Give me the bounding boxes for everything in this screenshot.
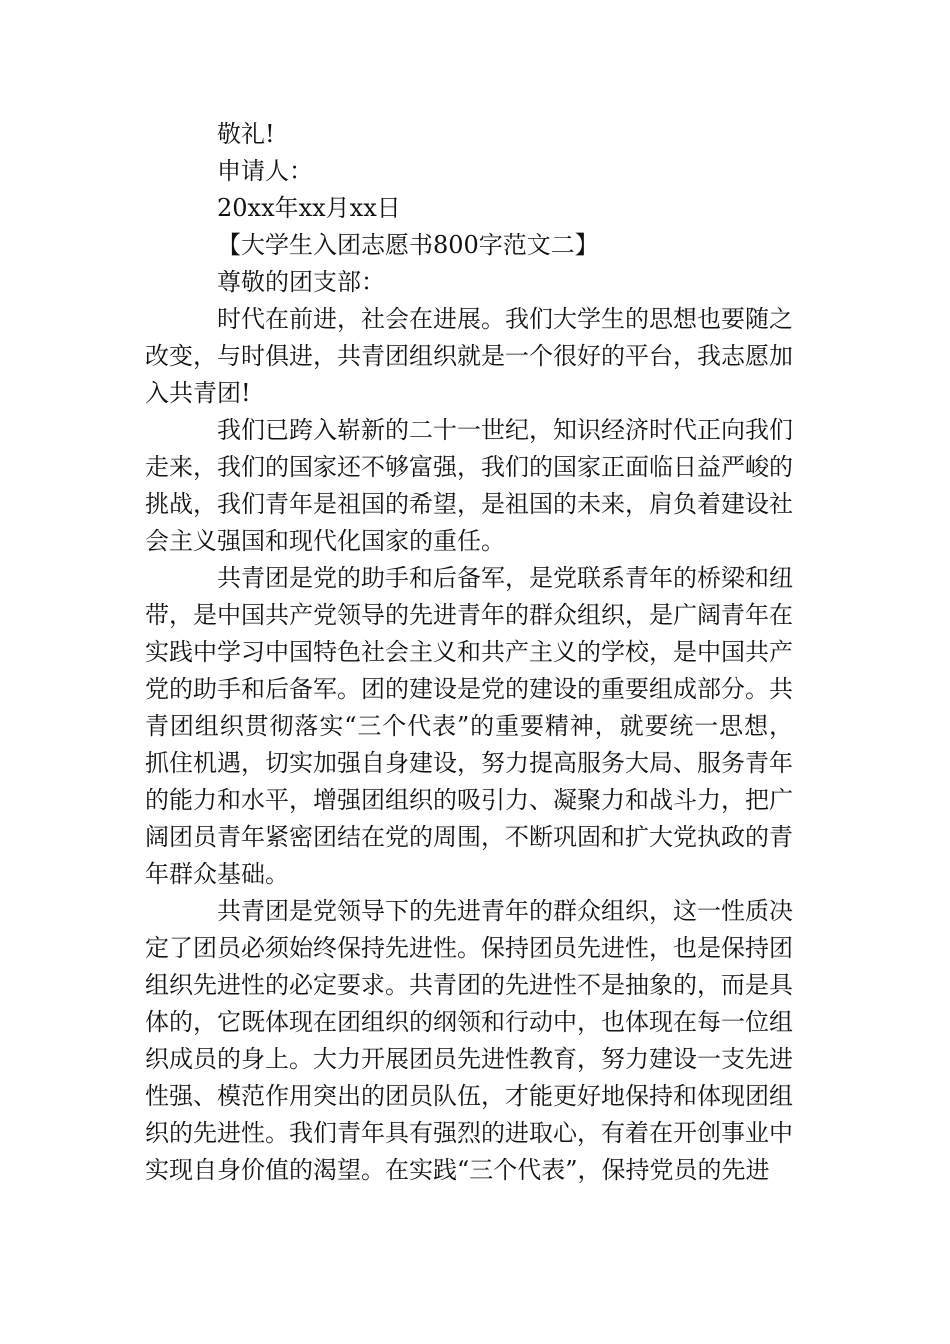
paragraph-3: 共青团是党的助手和后备军，是党联系青年的桥梁和纽带，是中国共产党领导的先进青年的群众组织，是广阔青年在实践中学习中国特色社会主义和共产主义的学校，是中国共产党的助手和后备军。团的建设是党的建设的重要组成部分。共青团组织贯彻落实“三个代表”的重要精神，就要统一思想，抓住机遇，切实加强自身建设，努力提高服务大局、服务青年的能力和水平，增强团组织的吸引力、凝聚力和战斗力，把广阔团员青年紧密团结在党的周围，不断巩固和扩大党执政的青年群众基础。 <box>145 564 793 888</box>
applicant-label: 申请人： <box>217 157 313 185</box>
document-body <box>145 116 793 1189</box>
paragraph-1: 时代在前进，社会在进展。我们大学生的思想也要随之改变，与时俱进，共青团组织就是一个很好的平台，我志愿加入共青团! <box>145 305 793 407</box>
salutation: 尊敬的团支部： <box>217 268 385 296</box>
paragraph-4: 共青团是党领导下的先进青年的群众组织，这一性质决定了团员必须始终保持先进性。保持团员先进性，也是保持团组织先进性的必定要求。共青团的先进性不是抽象的，而是具体的，它既体现在团组织的纲领和行动中，也体现在每一位组织成员的身上。大力开展团员先进性教育，努力建设一支先进性强、模范作用突出的团员队伍，才能更好地保持和体现团组织的先进性。我们青年具有强烈的进取心，有着在开创事业中实现自身价值的渴望。在实践“三个代表”，保持党员的先进 <box>145 897 793 1184</box>
paragraph-2: 我们已跨入崭新的二十一世纪，知识经济时代正向我们走来，我们的国家还不够富强，我们的国家正面临日益严峻的挑战，我们青年是祖国的希望，是祖国的未来，肩负着建设社会主义强国和现代化国家的重任。 <box>145 416 793 555</box>
date-line: 20xx年xx月xx日 <box>217 194 401 222</box>
section-title: 【大学生入团志愿书800字范文二】 <box>217 231 599 259</box>
closing-line: 敬礼! <box>217 120 275 148</box>
